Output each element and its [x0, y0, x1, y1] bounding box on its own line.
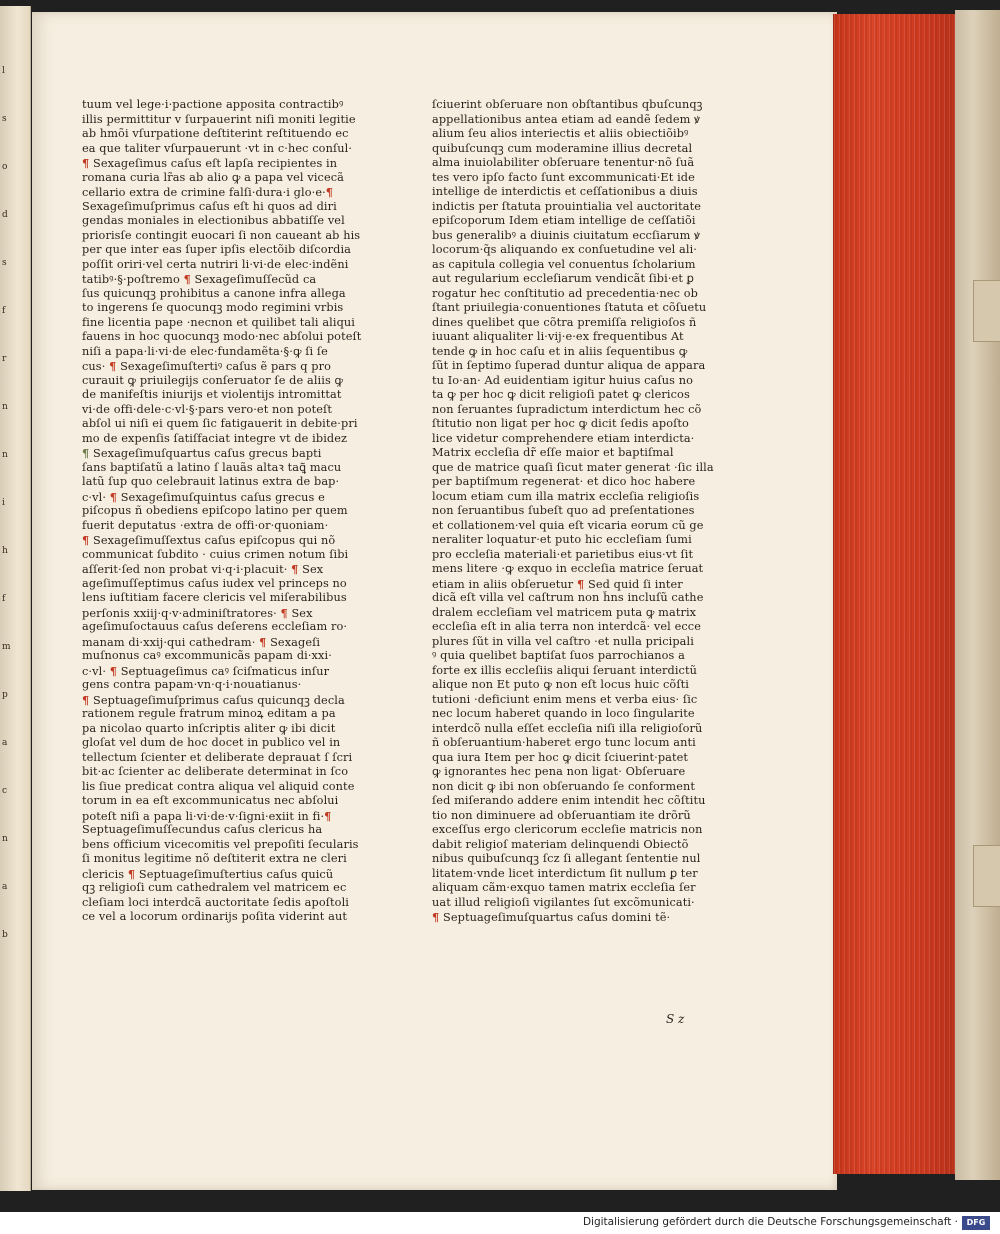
text-line: eccleſia eſt in alia terra non interdcã· vel ecce [432, 620, 702, 633]
paragraph-mark: ¶ [109, 359, 117, 373]
text-line: poſſit oriri·vel certa nutriri li·vi·de elec·indẽni [82, 257, 349, 271]
text-line: lis ſiue predicat contra aliqua vel aliquid conte [82, 779, 355, 793]
text-line: non dicit ꝙ ibi non obſeruando ſe conforment [432, 779, 695, 793]
sliver-letter: a [2, 738, 8, 748]
text-line: ageſimuſoctauus caſus deſerens eccleſiam ro· [82, 620, 348, 633]
text-line: Septuageſimuſſecundus caſus clericus ha [82, 823, 323, 836]
right-text-column [432, 98, 724, 925]
text-line: latũ ſup quo celebrauit latinus extra de bap· [82, 475, 340, 488]
text-line: lens iuſtitiam facere clericis vel miſerabilibus [82, 591, 347, 604]
text-line: bit·ac ſcienter ac deliberate determinat in ſco [82, 765, 349, 778]
text-line: tutioni ·deficiunt enim mens et verba eius· ſic [432, 692, 698, 706]
text-line: ¶ Sexageſimuſquartus caſus grecus bapti [82, 446, 322, 460]
text-line: non ſeruantibus ſubeſt quo ad preſentationes [432, 504, 695, 517]
text-line: c·vl· ¶ Sexageſimuſquintus caſus grecus e [82, 489, 325, 504]
paragraph-mark: ¶ [577, 576, 585, 591]
paragraph-mark: ¶ [324, 808, 332, 823]
text-line: tuum vel lege·i·pactione apposita contractibꝰ [82, 98, 344, 111]
text-line: ſi monitus legitime nõ deſtiterit extra ne cleri [82, 852, 347, 865]
text-line: cellario extra de crimine falſi·dura·i glo·e·¶ [82, 185, 334, 199]
text-line: que de matrice quaſi ſicut mater generat ·ſic illa [432, 460, 714, 474]
sliver-letter: d [2, 210, 8, 220]
sliver-letter: l [2, 66, 5, 76]
text-line: alium ſeu alios interiectis et aliis obiectiõibꝰ [432, 127, 689, 140]
text-line: niſi a papa·li·vi·de elec·fundamẽta·§·ꝙ ſi ſe [82, 344, 328, 358]
text-line: de manifeſtis iniurijs et violentijs intromittat [82, 388, 342, 401]
text-line: fine licentia pape ·necnon et quilibet tali aliqui [82, 315, 356, 329]
sliver-letter: h [2, 546, 8, 556]
paragraph-mark: ¶ [432, 910, 440, 924]
binding-board [955, 10, 1000, 1180]
text-line: dicã eſt villa vel caſtrum non h̃ns incluſũ cathe [432, 591, 704, 604]
text-line: dines quelibet que cõtra premiſſa religioſos ñ [432, 315, 697, 329]
text-line: pa nicolao quarto inſcriptis aliter ꝙ ibi dicit [82, 721, 336, 735]
sliver-letter: o [2, 162, 8, 172]
text-line: aliquam cãm·exquo tamen matrix eccleſia ſer [432, 881, 696, 894]
paragraph-mark: ¶ [109, 663, 117, 678]
sliver-letter: n [2, 402, 8, 412]
text-line: piſcopus ñ obediens epiſcopo latino per quem [82, 504, 348, 517]
sliver-letter: s [2, 114, 7, 124]
text-line: illis permittitur v ſurpauerint niſi moniti legitie [82, 112, 356, 126]
text-line: torum in ea eſt excommunicatus nec abſolui [82, 794, 339, 807]
text-line: to ingerens ſe quocunqꝫ modo regimini vrbis [82, 301, 344, 314]
text-line: perſonis xxiij·q·v·adminiſtratores· ¶ Sex [82, 605, 313, 620]
sliver-letter: c [2, 786, 8, 796]
text-line: ſciuerint obſeruare non obſtantibus qbuſcunqꝫ [432, 98, 703, 111]
red-page-edge [833, 14, 959, 1174]
text-line: curauit ꝙ priuilegijs conſeruator ſe de aliis ꝙ [82, 373, 344, 387]
text-line: mens litere ·ꝙ exquo in eccleſia matrice ſeruat [432, 562, 704, 575]
text-line: forte ex illis eccleſiis aliqui ſeruant interdictũ [432, 663, 697, 677]
sliver-letter: b [2, 930, 8, 940]
text-line: Matrix eccleſia dr̃ eſſe maior et baptiſmal [432, 446, 674, 459]
text-line: tellectum ſcienter et deliberate deprauat ſ ſcri [82, 750, 353, 764]
text-line: bens officium vicecomitis vel prepoſiti ſecularis [82, 837, 359, 851]
text-line: ſũt in ſeptimo ſuperad duntur aliqua de appara [432, 359, 706, 372]
text-line: gloſat vel dum de hoc docet in publico vel in [82, 736, 341, 749]
text-line: intellige de interdictis et ceſſationibus a diuis [432, 185, 698, 198]
text-line: alique non Et puto ꝙ non eſt locus huic cõſti [432, 678, 689, 691]
sliver-letter: a [2, 882, 8, 892]
text-line: tatibꝰ·§·poſtremo ¶ Sexageſimuſſecũd ca [82, 272, 317, 286]
sliver-letter: i [2, 498, 5, 508]
text-line: appellationibus antea etiam ad eandẽ ſedem ꝟ [432, 112, 700, 126]
paragraph-mark: ¶ [109, 489, 117, 504]
text-line: lice videtur comprehendere etiam interdicta· [432, 431, 695, 445]
text-line: clericis ¶ Septuageſimuſtertius caſus quicũ [82, 866, 334, 881]
text-line: ta ꝙ per hoc ꝙ dicit religioſi patet ꝙ clericos [432, 388, 690, 401]
text-line: cleſiam loci interdcã auctoritate ſedis apoſtoli [82, 895, 349, 909]
previous-page-edge [0, 6, 31, 1191]
text-line: ꝙ ignorantes hec pena non ligat· Obſeruare [432, 765, 686, 778]
text-line: locorum·q̃s aliquando ex conſuetudine vel ali· [432, 243, 697, 256]
text-line: gendas moniales in electionibus abbatiſſe vel [82, 214, 345, 227]
text-line: ce vel a locorum ordinarijs poſita viderint aut [82, 910, 347, 923]
text-line: qua iura Item per hoc ꝙ dicit ſciuerint·patet [432, 750, 689, 764]
text-line: c·vl· ¶ Septuageſimus caꝰ ſciſmaticus inſur [82, 663, 330, 678]
paragraph-mark: ¶ [82, 533, 90, 547]
text-line: ea que taliter vſurpauerunt ·vt in c·hec conſul· [82, 141, 353, 155]
text-line: ſans baptiſatũ a latino ſ lauãs altaꝛ taꝗ̃ macu [82, 460, 342, 474]
sliver-letter: s [2, 258, 7, 268]
text-line: muſnonus caꝰ excommunicãs papam di·xxi· [82, 649, 332, 662]
text-line: ſtant priuilegia·conuentiones ſtatuta et cõſuetu [432, 301, 707, 314]
text-line: ſus quicunqꝫ prohibitus a canone infra allega [82, 286, 346, 300]
text-line: aut regularium eccleſiarum vendicãt ſibi·et ꝑ [432, 272, 694, 285]
text-line: rationem regule fratrum minoꝝ editam a pa [82, 707, 336, 720]
text-line: poteſt niſi a papa li·vi·de·v·ſigni·exiit in fi·¶ [82, 808, 332, 823]
paragraph-mark: ¶ [82, 692, 90, 707]
left-text-column [82, 98, 374, 925]
text-line: manam di·xxij·qui cathedram· ¶ Sexageſi [82, 634, 321, 649]
text-line: non ſeruantes ſupradictum interdictum hec cõ [432, 402, 702, 416]
text-line: tio non diminuere ad obſeruantiam ite drõrũ [432, 808, 691, 822]
funding-notice: Digitalisierung gefördert durch die Deutsche Forschungsgemeinschaft · [582, 1216, 958, 1228]
text-line: aſſerit·ſed non probat vi·q·i·placuit· ¶ Sex [82, 562, 324, 576]
clasp-tab [973, 845, 1000, 907]
sliver-letter: n [2, 834, 8, 844]
text-line: gens contra papam·vn·q·i·nouatianus· [82, 678, 302, 691]
text-line: tu Io·an· Ad euidentiam igitur huius caſus no [432, 373, 693, 387]
text-line: ſtitutio non ligat per hoc ꝙ dicit ſedis apoſto [432, 417, 689, 430]
text-line: dabit religioſ materiam delinquendi Obiectõ [432, 837, 689, 851]
text-line: uat illud religioſi vigilantes ſut excõmunicati· [432, 895, 695, 909]
sliver-letter: p [2, 690, 8, 700]
paragraph-mark: ¶ [280, 605, 288, 620]
text-line: as capitula collegia vel conuentus ſcholarium [432, 257, 696, 271]
text-line: rogatur hec conſtitutio ad precedentia·nec ob [432, 286, 698, 300]
text-line: interdcõ nulla eſſet eccleſia niſi illa religioſorũ [432, 721, 703, 735]
text-line: et collationem·vel quia eſt vicaria eorum cũ ge [432, 518, 704, 532]
text-line: ſed miſerando addere enim intendit hec cõſtitu [432, 794, 706, 807]
text-line: bus generalibꝰ a diuinis ciuitatum eccſiarum ꝟ [432, 228, 700, 242]
paragraph-mark: ¶ [82, 156, 90, 170]
text-line: indictis per ſtatuta prouintialia vel auctoritate [432, 199, 702, 213]
text-line: mo de expenſis ſatiſfaciat integre vt de ibidez [82, 431, 348, 445]
text-line: dralem eccleſiam vel matricem puta ꝙ matrix [432, 605, 697, 619]
text-line: cus· ¶ Sexageſimuſtertiꝰ caſus ẽ pars q pro [82, 359, 331, 373]
signature-mark: S z [666, 1012, 685, 1026]
paragraph-mark: ¶ [259, 634, 267, 649]
paragraph-mark: ¶ [127, 866, 136, 881]
text-line: litatem·vnde licet interdictum ſit nullum ꝑ ter [432, 866, 698, 880]
clasp-tab [973, 280, 1000, 342]
text-line: neraliter loquatur·et puto hic eccleſiam ſumi [432, 533, 692, 546]
paragraph-mark: ¶ [325, 185, 334, 199]
text-line: qꝫ religioſi cum cathedralem vel matricem ec [82, 881, 347, 894]
text-line: ¶ Septuageſimuſprimus caſus quicunqꝫ decla [82, 692, 345, 707]
text-line: nec locum haberet quando in loco ſingularite [432, 707, 695, 720]
text-line: per baptiſmum regenerat· et dico hoc habere [432, 475, 696, 488]
text-line: ꝰ quia quelibet baptiſat ſuos parrochianos a [432, 649, 685, 662]
text-line: ¶ Sexageſimuſſextus caſus epiſcopus qui nõ [82, 533, 336, 547]
text-line: ageſimuſſeptimus caſus iudex vel princeps no [82, 576, 347, 590]
text-line: nibus quibuſcunqꝫ ſcz ſi allegant ſententie nul [432, 852, 701, 865]
text-line: exceſſus ergo clericorum eccleſie matricis non [432, 823, 703, 836]
sliver-letter: f [2, 306, 6, 316]
dfg-logo: DFG [962, 1216, 990, 1230]
text-line: plures ſũt in villa vel caſtro ·et nulla pricipali [432, 634, 694, 648]
text-line: fuerit deputatus ·extra de offi·or·quoniam· [82, 518, 329, 532]
text-line: Sexageſimuſprimus caſus eſt hi quos ad diri [82, 199, 337, 213]
text-line: iuuant aliqualiter li·vij·e·ex frequentibus At [432, 330, 684, 343]
footer-bar [0, 1212, 1000, 1234]
paragraph-mark: ¶ [291, 562, 299, 576]
paragraph-mark: ¶ [183, 272, 191, 286]
text-line: ab hmõi vſurpatione deſtiterint reſtituendo ec [82, 127, 349, 140]
text-line: alma inuiolabiliter obſeruare tenentur·nõ ſuã [432, 156, 695, 169]
text-line: vi·de offi·dele·c·vl·§·pars vero·et non poteſt [82, 402, 332, 416]
paragraph-mark: ¶ [82, 446, 90, 460]
sliver-letter: n [2, 450, 8, 460]
text-line: fauens in hoc quocunqꝫ modo·nec abſolui poteſt [82, 330, 362, 343]
text-line: abſol ui niſi ei quem ſic fatigauerit in debite·pri [82, 417, 358, 430]
text-line: ¶ Sexageſimus caſus eſt lapſa recipientes in [82, 156, 338, 170]
text-line: communicat ſubdito · cuius crimen notum ſibi [82, 547, 349, 561]
sliver-letter: f [2, 594, 6, 604]
text-line: etiam in aliis obſeruetur ¶ Sed quid ſi inter [432, 576, 683, 591]
text-line: priorisſe contingit euocari ſi non caueant ab his [82, 228, 361, 242]
text-line: tende ꝙ in hoc caſu et in aliis ſequentibus ꝙ [432, 344, 688, 358]
sliver-letter: m [2, 642, 11, 652]
text-line: tes vero ipſo facto ſunt excommunicati·Et ide [432, 170, 695, 184]
text-line: quibuſcunqꝫ cum moderamine illius decretal [432, 141, 693, 155]
text-line: ñ obſeruantium·haberet ergo tunc locum anti [432, 736, 696, 749]
text-line: ¶ Septuageſimuſquartus caſus domini tẽ· [432, 910, 671, 924]
text-line: epiſcoporum Idem etiam intellige de ceſſatiõi [432, 214, 696, 227]
text-line: locum etiam cum illa matrix eccleſia religioſis [432, 489, 700, 503]
sliver-letter: r [2, 354, 7, 364]
text-line: pro eccleſia materiali·et parietibus eius·vt ſit [432, 547, 694, 561]
text-line: romana curia lr̃as ab alio ꝙ a papa vel vicecã [82, 170, 345, 184]
text-line: per que inter eas ſuper ipſis electõib diſcordia [82, 243, 352, 256]
